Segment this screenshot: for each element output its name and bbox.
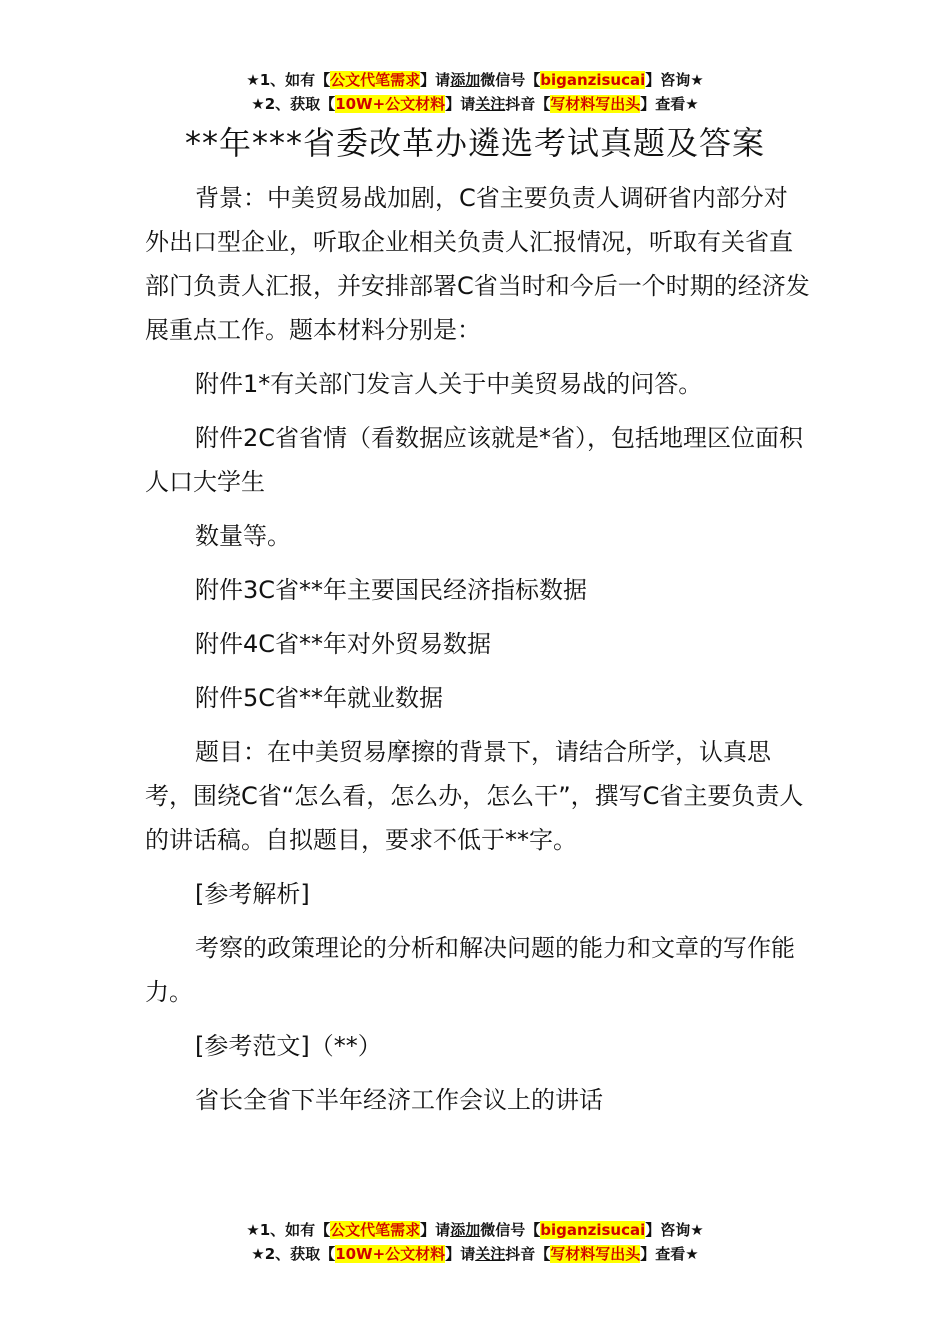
- document-body: [145, 176, 810, 1132]
- banner-text: 】咨询★: [645, 71, 704, 89]
- banner-text: 2、获取【: [264, 95, 336, 113]
- banner-line-1: [0, 1218, 950, 1242]
- document-title: **年***省委改革办遴选考试真题及答案: [184, 124, 765, 162]
- banner-text: 】查看★: [640, 95, 699, 113]
- paragraph-question: 题目：在中美贸易摩擦的背景下，请结合所学，认真思考，围绕C省“怎么看，怎么办，怎么干”，撰写C省主要负责人的讲话稿。自拟题目，要求不低于**字。: [145, 738, 804, 854]
- paragraph-attachment-2: 附件2C省省情（看数据应该就是*省），包括地理区位面积人口大学生: [145, 424, 804, 496]
- banner-highlight: 公文代笔需求: [330, 71, 421, 89]
- banner-text: 1、如有【: [259, 71, 331, 89]
- star-icon: ★: [251, 95, 265, 113]
- banner-highlight: biganzisucai: [540, 1221, 646, 1239]
- banner-highlight: biganzisucai: [540, 71, 646, 89]
- star-icon: ★: [246, 71, 260, 89]
- paragraph-attachment-2-cont: 数量等。: [195, 522, 291, 550]
- banner-line-1: [0, 68, 950, 92]
- banner-text: 】请: [420, 71, 451, 89]
- banner-highlight: 公文代笔需求: [330, 1221, 421, 1239]
- paragraph-attachment-4: 附件4C省**年对外贸易数据: [195, 630, 492, 658]
- banner-underlined: 添加: [450, 1221, 481, 1239]
- banner-underlined: 添加: [450, 71, 481, 89]
- paragraph-analysis-heading: [参考解析]: [195, 880, 310, 908]
- banner-underlined: 关注: [475, 95, 506, 113]
- banner-text: 】请: [445, 1245, 476, 1263]
- banner-text: 抖音【: [505, 95, 551, 113]
- banner-line-2: [0, 92, 950, 116]
- paragraph-sample-title: 省长全省下半年经济工作会议上的讲话: [195, 1086, 603, 1114]
- banner-text: 】咨询★: [645, 1221, 704, 1239]
- banner-text: 抖音【: [505, 1245, 551, 1263]
- paragraph-attachment-3: 附件3C省**年主要国民经济指标数据: [195, 576, 588, 604]
- banner-text: 】查看★: [640, 1245, 699, 1263]
- banner-text: 微信号【: [480, 1221, 541, 1239]
- star-icon: ★: [246, 1221, 260, 1239]
- banner-highlight: 10W+公文材料: [335, 95, 446, 113]
- banner-highlight: 写材料写出头: [550, 95, 641, 113]
- paragraph-sample-heading: [参考范文]（**）: [195, 1032, 382, 1060]
- banner-highlight: 10W+公文材料: [335, 1245, 446, 1263]
- header-banner: [0, 68, 950, 116]
- banner-text: 微信号【: [480, 71, 541, 89]
- star-icon: ★: [251, 1245, 265, 1263]
- banner-line-2: [0, 1242, 950, 1266]
- banner-text: 1、如有【: [259, 1221, 331, 1239]
- paragraph-attachment-5: 附件5C省**年就业数据: [195, 684, 444, 712]
- paragraph-attachment-1: 附件1*有关部门发言人关于中美贸易战的问答。: [195, 370, 703, 398]
- banner-text: 2、获取【: [264, 1245, 336, 1263]
- banner-text: 】请: [445, 95, 476, 113]
- banner-highlight: 写材料写出头: [550, 1245, 641, 1263]
- paragraph-background: 背景：中美贸易战加剧，C省主要负责人调研省内部分对外出口型企业，听取企业相关负责人汇报情况，听取有关省直部门负责人汇报，并安排部署C省当时和今后一个时期的经济发展重点工作。题本材料分别是：: [145, 184, 810, 344]
- paragraph-analysis: 考察的政策理论的分析和解决问题的能力和文章的写作能力。: [145, 934, 795, 1006]
- footer-banner: [0, 1218, 950, 1266]
- banner-text: 】请: [420, 1221, 451, 1239]
- banner-underlined: 关注: [475, 1245, 506, 1263]
